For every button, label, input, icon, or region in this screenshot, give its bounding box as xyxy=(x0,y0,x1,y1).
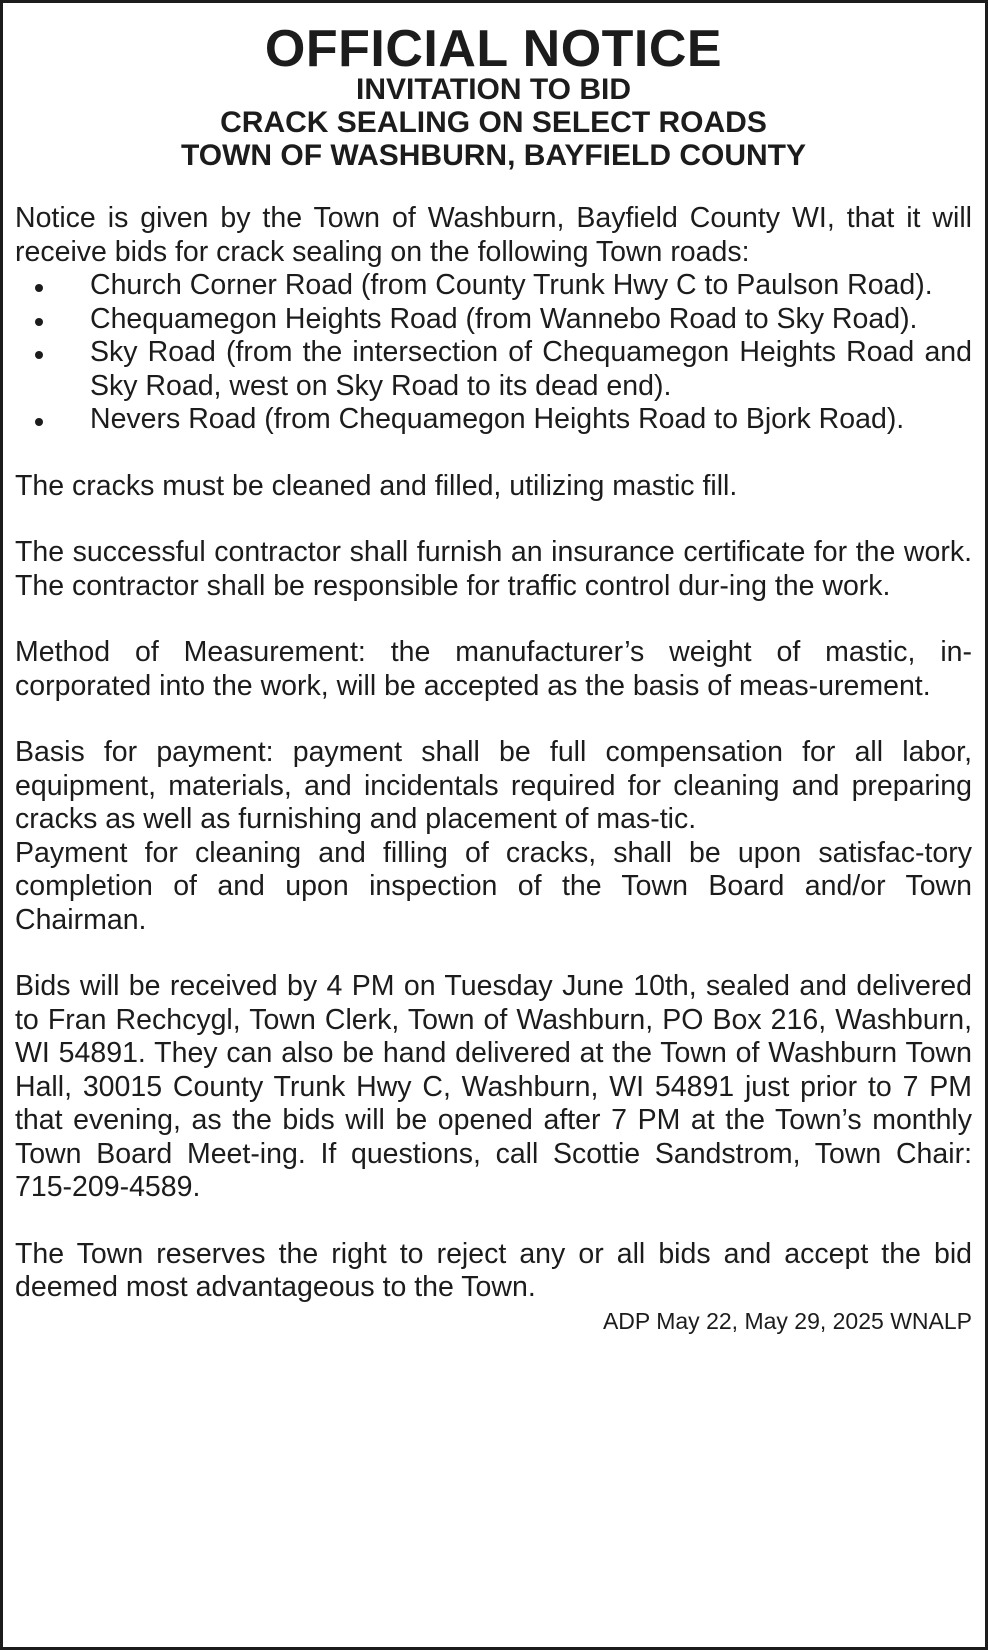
subhead-project: CRACK SEALING ON SELECT ROADS xyxy=(220,106,767,139)
bids-paragraph: Bids will be received by 4 PM on Tuesday June 10th, sealed and delivered to Fran Rechcygl, Town Clerk, Town of Washburn, PO Box 216, Washburn, WI 54891. They can also be hand delivered at the Town of Washburn Town Hall, 30015 County Trunk Hwy C, Washburn, WI 54891 just prior to 7 PM that evening, as the bids will be opened after 7 PM at the Town’s monthly Town Board Meet-ing. If questions, call Scottie Sandstrom, Town Chair: 715-209-4589. xyxy=(15,970,972,1203)
spacer xyxy=(15,437,972,470)
payment-paragraph: Payment for cleaning and filling of cracks, shall be upon satisfac-tory completion of and upon inspection of the Town Board and/or Town Chairman. xyxy=(15,836,972,936)
road-list xyxy=(15,269,972,437)
list-item xyxy=(15,303,972,337)
spacer xyxy=(15,503,972,536)
bullet-icon xyxy=(15,269,90,302)
spacer xyxy=(15,172,972,202)
measurement-paragraph: Method of Measurement: the manufacturer’s weight of mastic, in-corporated into the work, will be accepted as the basis of meas-urement. xyxy=(15,636,972,702)
insurance-paragraph: The successful contractor shall furnish an insurance certificate for the work. The contractor shall be responsible for traffic control dur-ing the work. xyxy=(15,536,972,602)
road-name: Nevers Road (from Chequamegon Heights Road to Bjork Road). xyxy=(90,403,905,435)
publication-dates: ADP May 22, May 29, 2025 WNALP xyxy=(602,1307,972,1334)
subhead-invitation: INVITATION TO BID xyxy=(356,73,631,106)
reserve-paragraph: The Town reserves the right to reject any or all bids and accept the bid deemed most advantageous to the Town. xyxy=(15,1237,972,1303)
road-name: Church Corner Road (from County Trunk Hwy C to Paulson Road). xyxy=(90,269,933,301)
spacer xyxy=(15,937,972,970)
list-item xyxy=(15,403,972,437)
spacer xyxy=(15,603,972,636)
bullet-icon xyxy=(15,336,90,369)
basis-paragraph: Basis for payment: payment shall be full compensation for all labor, equipment, materials, and incidentals required for cleaning and preparing cracks as well as furnishing and placement of mas-tic. xyxy=(15,736,972,835)
cracks-paragraph: The cracks must be cleaned and filled, utilizing mastic fill. xyxy=(15,469,738,502)
bullet-icon xyxy=(15,303,90,336)
subhead-town: TOWN OF WASHBURN, BAYFIELD COUNTY xyxy=(180,139,806,172)
notice-headline: OFFICIAL NOTICE xyxy=(264,20,723,78)
bullet-icon xyxy=(15,403,90,436)
road-name: Sky Road (from the intersection of Chequamegon Heights Road and Sky Road, west on Sky Road to its dead end). xyxy=(90,336,972,402)
intro-paragraph: Notice is given by the Town of Washburn, Bayfield County WI, that it will receive bids for crack sealing on the following Town roads: xyxy=(15,202,972,268)
notice-body xyxy=(15,202,972,1305)
spacer xyxy=(15,703,972,736)
spacer xyxy=(15,1205,972,1238)
list-item xyxy=(15,269,972,303)
road-name: Chequamegon Heights Road (from Wannebo Road to Sky Road). xyxy=(90,302,918,335)
list-item xyxy=(15,336,972,403)
